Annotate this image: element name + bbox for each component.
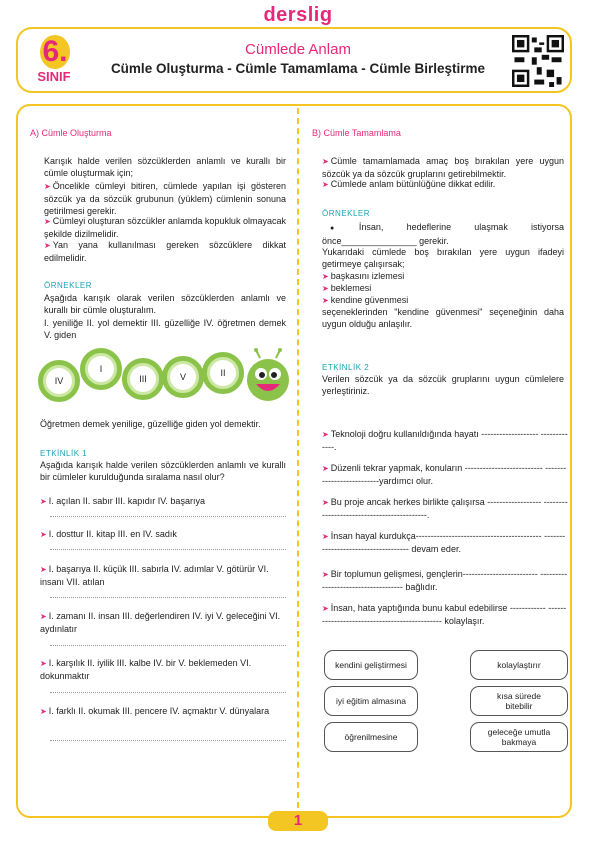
section-b-title: B) Cümle Tamamlama: [312, 128, 401, 138]
activity-1-item: ➤ I. karşılık II. iyilik III. kalbe IV. bir V. beklemeden VI. dokunmaktır: [40, 658, 252, 681]
arrow-icon: ➤: [44, 182, 51, 191]
activity-1-item: ➤ I. farklı II. okumak III. pencere IV. açmaktır V. dünyalara: [40, 706, 270, 716]
arrow-icon: ➤: [322, 430, 329, 439]
example-words: I. yeniliğe II. yol demektir III. güzelliğe IV. öğretmen demek V. giden: [44, 318, 286, 340]
caterpillar-face-icon: [244, 348, 292, 404]
rule-b-2: ➤ Cümlede anlam bütünlüğüne dikkat edilir.: [322, 179, 496, 189]
example-b-question: ● İnsan, hedeflerine ulaşmak istiyorsa önce_______________ gerekir.: [322, 222, 564, 246]
section-a-title: A) Cümle Oluşturma: [30, 128, 112, 138]
activity-1-item: ➤ I. başarıya II. küçük III. sabırla IV. adımlar V. götürür VI. insanı VII. atılan: [40, 564, 269, 587]
rule-3: ➤ Yan yana kullanılması gereken sözcüklere dikkat edilmelidir.: [44, 240, 286, 263]
option-3: ➤ kendine güvenmesi: [322, 295, 409, 305]
arrow-icon: ➤: [40, 530, 47, 539]
example-text: Aşağıda karışık olarak verilen sözcüklerden anlamlı ve kurallı bir cümle oluşturalım.: [44, 293, 286, 315]
arrow-icon: ➤: [322, 570, 329, 579]
arrow-icon: ➤: [322, 498, 329, 507]
column-divider: [297, 108, 299, 808]
arrow-icon: ➤: [322, 157, 329, 166]
arrow-icon: ➤: [40, 612, 47, 621]
qr-code-icon: [512, 35, 564, 87]
examples-title: ÖRNEKLER: [44, 281, 93, 290]
page-title: Cümlede Anlam: [245, 41, 351, 58]
activity-1-item: ➤ I. zamanı II. insan III. değerlendiren IV. iyi V. geleceğini VI. aydınlatır: [40, 611, 281, 634]
examples-b-title: ÖRNEKLER: [322, 209, 371, 218]
activity-1-title: ETKİNLİK 1: [40, 449, 88, 458]
answer-line[interactable]: [50, 549, 286, 550]
sentence-item[interactable]: ➤ Bu proje ancak herkes birlikte çalışırsa ------------------ -------------------------------------------.: [322, 497, 568, 520]
sentence-item[interactable]: ➤ İnsan, hata yaptığında bunu kabul edebilirse ------------ ---------------------------------------------- kolaylaşır.: [322, 603, 567, 626]
example-answer: Öğretmen demek yenilige, güzelliğe giden yol demektir.: [40, 419, 261, 429]
arrow-icon: ➤: [40, 707, 47, 716]
caterpillar-illustration: [38, 348, 293, 418]
brand-logo: derslig: [263, 4, 333, 26]
word-chip[interactable]: geleceğe umutla bakmaya: [470, 722, 568, 752]
grade-number: 6.: [40, 35, 70, 69]
arrow-icon: ➤: [44, 217, 51, 226]
arrow-icon: ➤: [40, 497, 47, 506]
example-b-answer: seçeneklerinden "kendine güvenmesi" seçeneğinin daha uygun olduğu anlaşılır.: [322, 307, 564, 329]
page-subtitle: Cümle Oluşturma - Cümle Tamamlama - Cümle Birleştirme: [110, 61, 486, 76]
sentence-item[interactable]: ➤ İnsan hayal kurdukça------------------------------------------ ------------------------------------ devam eder.: [322, 531, 566, 554]
word-chip[interactable]: kolaylaştırır: [470, 650, 568, 680]
arrow-icon: ➤: [322, 296, 329, 305]
sentence-item[interactable]: ➤ Bir toplumun gelişmesi, gençlerin------------------------- ------------------------------------ bağlıdır.: [322, 569, 568, 592]
page-number: 1: [268, 811, 328, 831]
rule-1: ➤ Öncelikle cümleyi bitiren, cümlede yapılan işi gösteren sözcük ya da sözcük grubunun (yüklem) cümlenin sonuna getirilmesi gerekir.: [44, 181, 286, 216]
sentence-item[interactable]: ➤ Teknoloji doğru kullanıldığında hayatı ------------------- -------------.: [322, 429, 568, 452]
arrow-icon: ➤: [322, 532, 329, 541]
answer-line[interactable]: [50, 597, 286, 598]
intro-text: Karışık halde verilen sözcüklerden anlamlı ve kurallı bir cümle oluşturmak için;: [44, 156, 286, 178]
arrow-icon: ➤: [322, 284, 329, 293]
activity-1-item: ➤ I. açılan II. sabır III. kapıdır IV. başarıya: [40, 496, 205, 506]
caterpillar-segment: V: [162, 356, 204, 398]
example-b-text: Yukarıdaki cümlede boş bırakılan yere uygun ifadeyi getirmeye çalışırsak;: [322, 247, 564, 269]
word-chip[interactable]: öğrenilmesine: [324, 722, 418, 752]
activity-1-text: Aşağıda karışık halde verilen sözcüklerden anlamlı ve kurallı bir cümleler kurulduğunda sıralama nasıl olur?: [40, 460, 286, 482]
header: [16, 27, 572, 93]
arrow-icon: ➤: [322, 464, 329, 473]
arrow-icon: ➤: [40, 565, 47, 574]
activity-1-item: ➤ I. dosttur II. kitap III. en IV. sadık: [40, 529, 177, 539]
arrow-icon: ➤: [322, 180, 329, 189]
caterpillar-segment: II: [202, 352, 244, 394]
word-chip[interactable]: iyi eğitim almasına: [324, 686, 418, 716]
activity-2-text: Verilen sözcük ya da sözcük gruplarını uygun cümlelere yerleştiriniz.: [322, 374, 564, 396]
answer-line[interactable]: [50, 692, 286, 693]
option-2: ➤ beklemesi: [322, 283, 372, 293]
arrow-icon: ➤: [44, 241, 51, 250]
activity-2-title: ETKİNLİK 2: [322, 363, 370, 372]
rule-b-1: ➤ Cümle tamamlamada amaç boş bırakılan yere uygun sözcük ya da sözcük gruplarını getirebilmektir.: [322, 156, 564, 179]
option-1: ➤ başkasını izlemesi: [322, 271, 405, 281]
sentence-item[interactable]: ➤ Düzenli tekrar yapmak, konuların -------------------------- --------------------------yardımcı olur.: [322, 463, 567, 486]
caterpillar-segment: III: [122, 358, 164, 400]
grade-label: SINIF: [37, 69, 71, 84]
caterpillar-segment: I: [80, 348, 122, 390]
arrow-icon: ➤: [322, 272, 329, 281]
answer-line[interactable]: [50, 645, 286, 646]
answer-line[interactable]: [50, 516, 286, 517]
caterpillar-segment: IV: [38, 360, 80, 402]
arrow-icon: ➤: [40, 659, 47, 668]
word-chip[interactable]: kısa sürede bitebilir: [470, 686, 568, 716]
grade-badge: [34, 35, 74, 87]
arrow-icon: ➤: [322, 604, 329, 613]
answer-line[interactable]: [50, 740, 286, 741]
rule-2: ➤ Cümleyi oluşturan sözcükler anlamda kopukluk olmayacak şekilde dizilmelidir.: [44, 216, 286, 239]
word-chip[interactable]: kendini geliştirmesi: [324, 650, 418, 680]
